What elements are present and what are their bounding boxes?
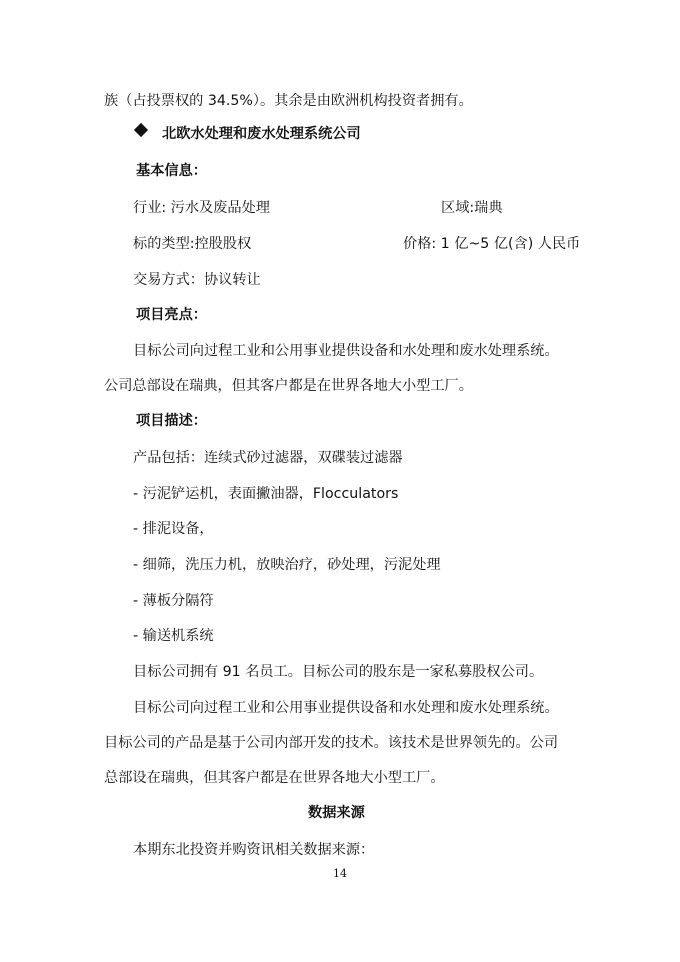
intro-line: 族（占投票权的 34.5%）。其余是由欧洲机构投资者拥有。 [104,93,473,109]
highlights-paragraph-line: 目标公司向过程工业和公用事业提供设备和水处理和废水处理系统。 [133,343,559,359]
product-list-item: - 薄板分隔符 [133,593,214,609]
page-number: 14 [333,867,347,880]
products-intro: 产品包括：连续式砂过滤器，双碟装过滤器 [133,450,403,466]
product-list-item: - 污泥铲运机，表面撇油器，Flocculators [133,486,399,502]
description-heading: 项目描述： [136,413,207,429]
region-field: 区域:瑞典 [441,200,503,216]
data-source-heading: 数据来源 [308,805,365,821]
product-list-item: - 输送机系统 [133,628,214,644]
highlights-heading: 项目亮点： [136,307,207,323]
description-paragraph-line: 目标公司的产品是基于公司内部开发的技术。该技术是世界领先的。公司 [104,735,559,751]
description-paragraph-line: 总部设在瑞典，但其客户都是在世界各地大小型工厂。 [104,770,445,786]
basic-info-heading: 基本信息： [136,163,207,179]
highlights-paragraph-line: 公司总部设在瑞典，但其客户都是在世界各地大小型工厂。 [104,378,473,394]
deal-method-field: 交易方式：协议转让 [133,272,261,288]
company-title: 北欧水处理和废水处理系统公司 [162,126,361,142]
diamond-bullet-icon [134,123,148,137]
data-source-line: 本期东北投资并购资讯相关数据来源： [133,842,375,858]
target-type-field: 标的类型:控股股权 [133,236,252,252]
description-paragraph-line: 目标公司向过程工业和公用事业提供设备和水处理和废水处理系统。 [133,700,559,716]
product-list-item: - 排泥设备， [133,521,214,537]
price-field: 价格: 1 亿~5 亿(含) 人民币 [403,236,581,252]
product-list-item: - 细筛，洗压力机，放映治疗，砂处理，污泥处理 [133,557,441,573]
employees-line: 目标公司拥有 91 名员工。目标公司的股东是一家私募股权公司。 [133,664,544,680]
industry-field: 行业: 污水及废品处理 [133,200,270,216]
